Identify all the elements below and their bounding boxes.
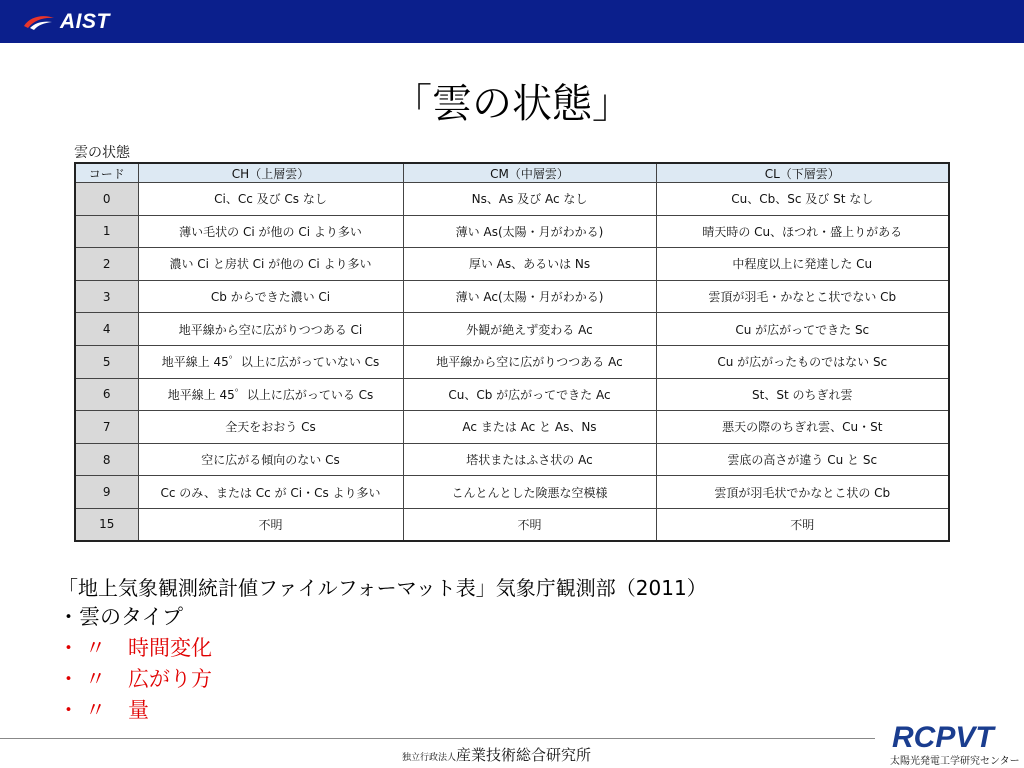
header-code: コード [75, 163, 138, 183]
organization-type: 独立行政法人 [402, 753, 457, 763]
cell-ch: 全天をおおう Cs [138, 411, 403, 444]
bullet-text: 量 [128, 698, 149, 722]
cell-ch: 地平線上 45゜以上に広がっていない Cs [138, 345, 403, 378]
cell-cl: 悪天の際のちぎれ雲、Cu・St [656, 411, 949, 444]
cell-ch: 不明 [138, 508, 403, 541]
cell-cm: 不明 [403, 508, 656, 541]
header-cl: CL（下層雲） [656, 163, 949, 183]
ditto-mark: 〃 [85, 698, 106, 722]
header-cm: CM（中層雲） [403, 163, 656, 183]
aist-logo [22, 8, 110, 36]
cell-cl: Cu が広がってできた Sc [656, 313, 949, 346]
cell-cm: 地平線から空に広がりつつある Ac [403, 345, 656, 378]
top-bar [0, 0, 1024, 43]
table-row [75, 248, 949, 281]
rcpvt-logo-text: RCPVT [892, 722, 994, 750]
cell-ch: 空に広がる傾向のない Cs [138, 443, 403, 476]
bullet-item [58, 602, 212, 633]
cell-cm: 塔状またはふさ状の Ac [403, 443, 656, 476]
cell-cl: 不明 [656, 508, 949, 541]
cell-ch: Cb からできた濃い Ci [138, 280, 403, 313]
cell-cl: 中程度以上に発達した Cu [656, 248, 949, 281]
table-row [75, 215, 949, 248]
cell-ch: 地平線から空に広がりつつある Ci [138, 313, 403, 346]
cell-code: 9 [75, 476, 138, 509]
bullet-marker: ・ [58, 698, 79, 722]
bullet-item [58, 695, 212, 726]
cell-ch: Ci、Cc 及び Cs なし [138, 183, 403, 216]
cell-code: 4 [75, 313, 138, 346]
cell-cm: 薄い Ac(太陽・月がわかる) [403, 280, 656, 313]
organization-title: 産業技術総合研究所 [456, 746, 592, 764]
table-header-row [75, 163, 949, 183]
table-row [75, 345, 949, 378]
bullet-marker: ・ [58, 636, 79, 660]
cell-code: 1 [75, 215, 138, 248]
cell-cm: 外観が絶えず変わる Ac [403, 313, 656, 346]
cell-code: 3 [75, 280, 138, 313]
table-row [75, 280, 949, 313]
bullet-marker: ・ [58, 667, 79, 691]
cell-cl: 雲頂が羽毛・かなとこ状でない Cb [656, 280, 949, 313]
bullet-text: 雲のタイプ [79, 605, 183, 629]
rcpvt-logo [890, 722, 1020, 750]
table-body [75, 183, 949, 541]
cell-ch: Cc のみ、または Cc が Ci・Cs より多い [138, 476, 403, 509]
bullet-list [58, 602, 212, 726]
header-ch: CH（上層雲） [138, 163, 403, 183]
cell-code: 5 [75, 345, 138, 378]
ditto-mark: 〃 [85, 636, 106, 660]
cell-code: 6 [75, 378, 138, 411]
footer-divider [0, 738, 875, 739]
bullet-item [58, 633, 212, 664]
organization-name [402, 744, 591, 765]
table-caption: 雲の状態 [74, 145, 130, 161]
ditto-mark: 〃 [85, 667, 106, 691]
table-row [75, 313, 949, 346]
table-row [75, 476, 949, 509]
table-row [75, 443, 949, 476]
cell-cl: 雲頂が羽毛状でかなとこ状の Cb [656, 476, 949, 509]
slide-title: 「雲の状態」 [392, 81, 632, 127]
cell-code: 7 [75, 411, 138, 444]
cell-code: 0 [75, 183, 138, 216]
cell-cl: 雲底の高さが違う Cu と Sc [656, 443, 949, 476]
aist-logo-text: AIST [60, 10, 110, 33]
bullet-text: 時間変化 [128, 636, 212, 660]
cell-cl: Cu、Cb、Sc 及び St なし [656, 183, 949, 216]
cell-ch: 地平線上 45゜以上に広がっている Cs [138, 378, 403, 411]
cell-cm: 薄い As(太陽・月がわかる) [403, 215, 656, 248]
cell-cm: こんとんとした険悪な空模様 [403, 476, 656, 509]
center-name: 太陽光発電工学研究センター [890, 756, 1020, 767]
source-citation: 「地上気象観測統計値ファイルフォーマット表」気象庁観測部（2011） [58, 576, 707, 600]
cell-cl: 晴天時の Cu、ほつれ・盛上りがある [656, 215, 949, 248]
table-row [75, 378, 949, 411]
cell-cm: Cu、Cb が広がってできた Ac [403, 378, 656, 411]
cell-cm: Ac または Ac と As、Ns [403, 411, 656, 444]
bullet-text: 広がり方 [128, 667, 212, 691]
table-row [75, 183, 949, 216]
cell-cm: Ns、As 及び Ac なし [403, 183, 656, 216]
bullet-item [58, 664, 212, 695]
cell-cm: 厚い As、あるいは Ns [403, 248, 656, 281]
cloud-state-table [74, 162, 950, 542]
cell-ch: 薄い毛状の Ci が他の Ci より多い [138, 215, 403, 248]
cell-cl: Cu が広がったものではない Sc [656, 345, 949, 378]
aist-swoosh-icon [22, 12, 56, 32]
table-row [75, 411, 949, 444]
cell-code: 8 [75, 443, 138, 476]
cell-code: 2 [75, 248, 138, 281]
cell-code: 15 [75, 508, 138, 541]
cell-ch: 濃い Ci と房状 Ci が他の Ci より多い [138, 248, 403, 281]
cell-cl: St、St のちぎれ雲 [656, 378, 949, 411]
table-row [75, 508, 949, 541]
bullet-marker: ・ [58, 605, 79, 629]
